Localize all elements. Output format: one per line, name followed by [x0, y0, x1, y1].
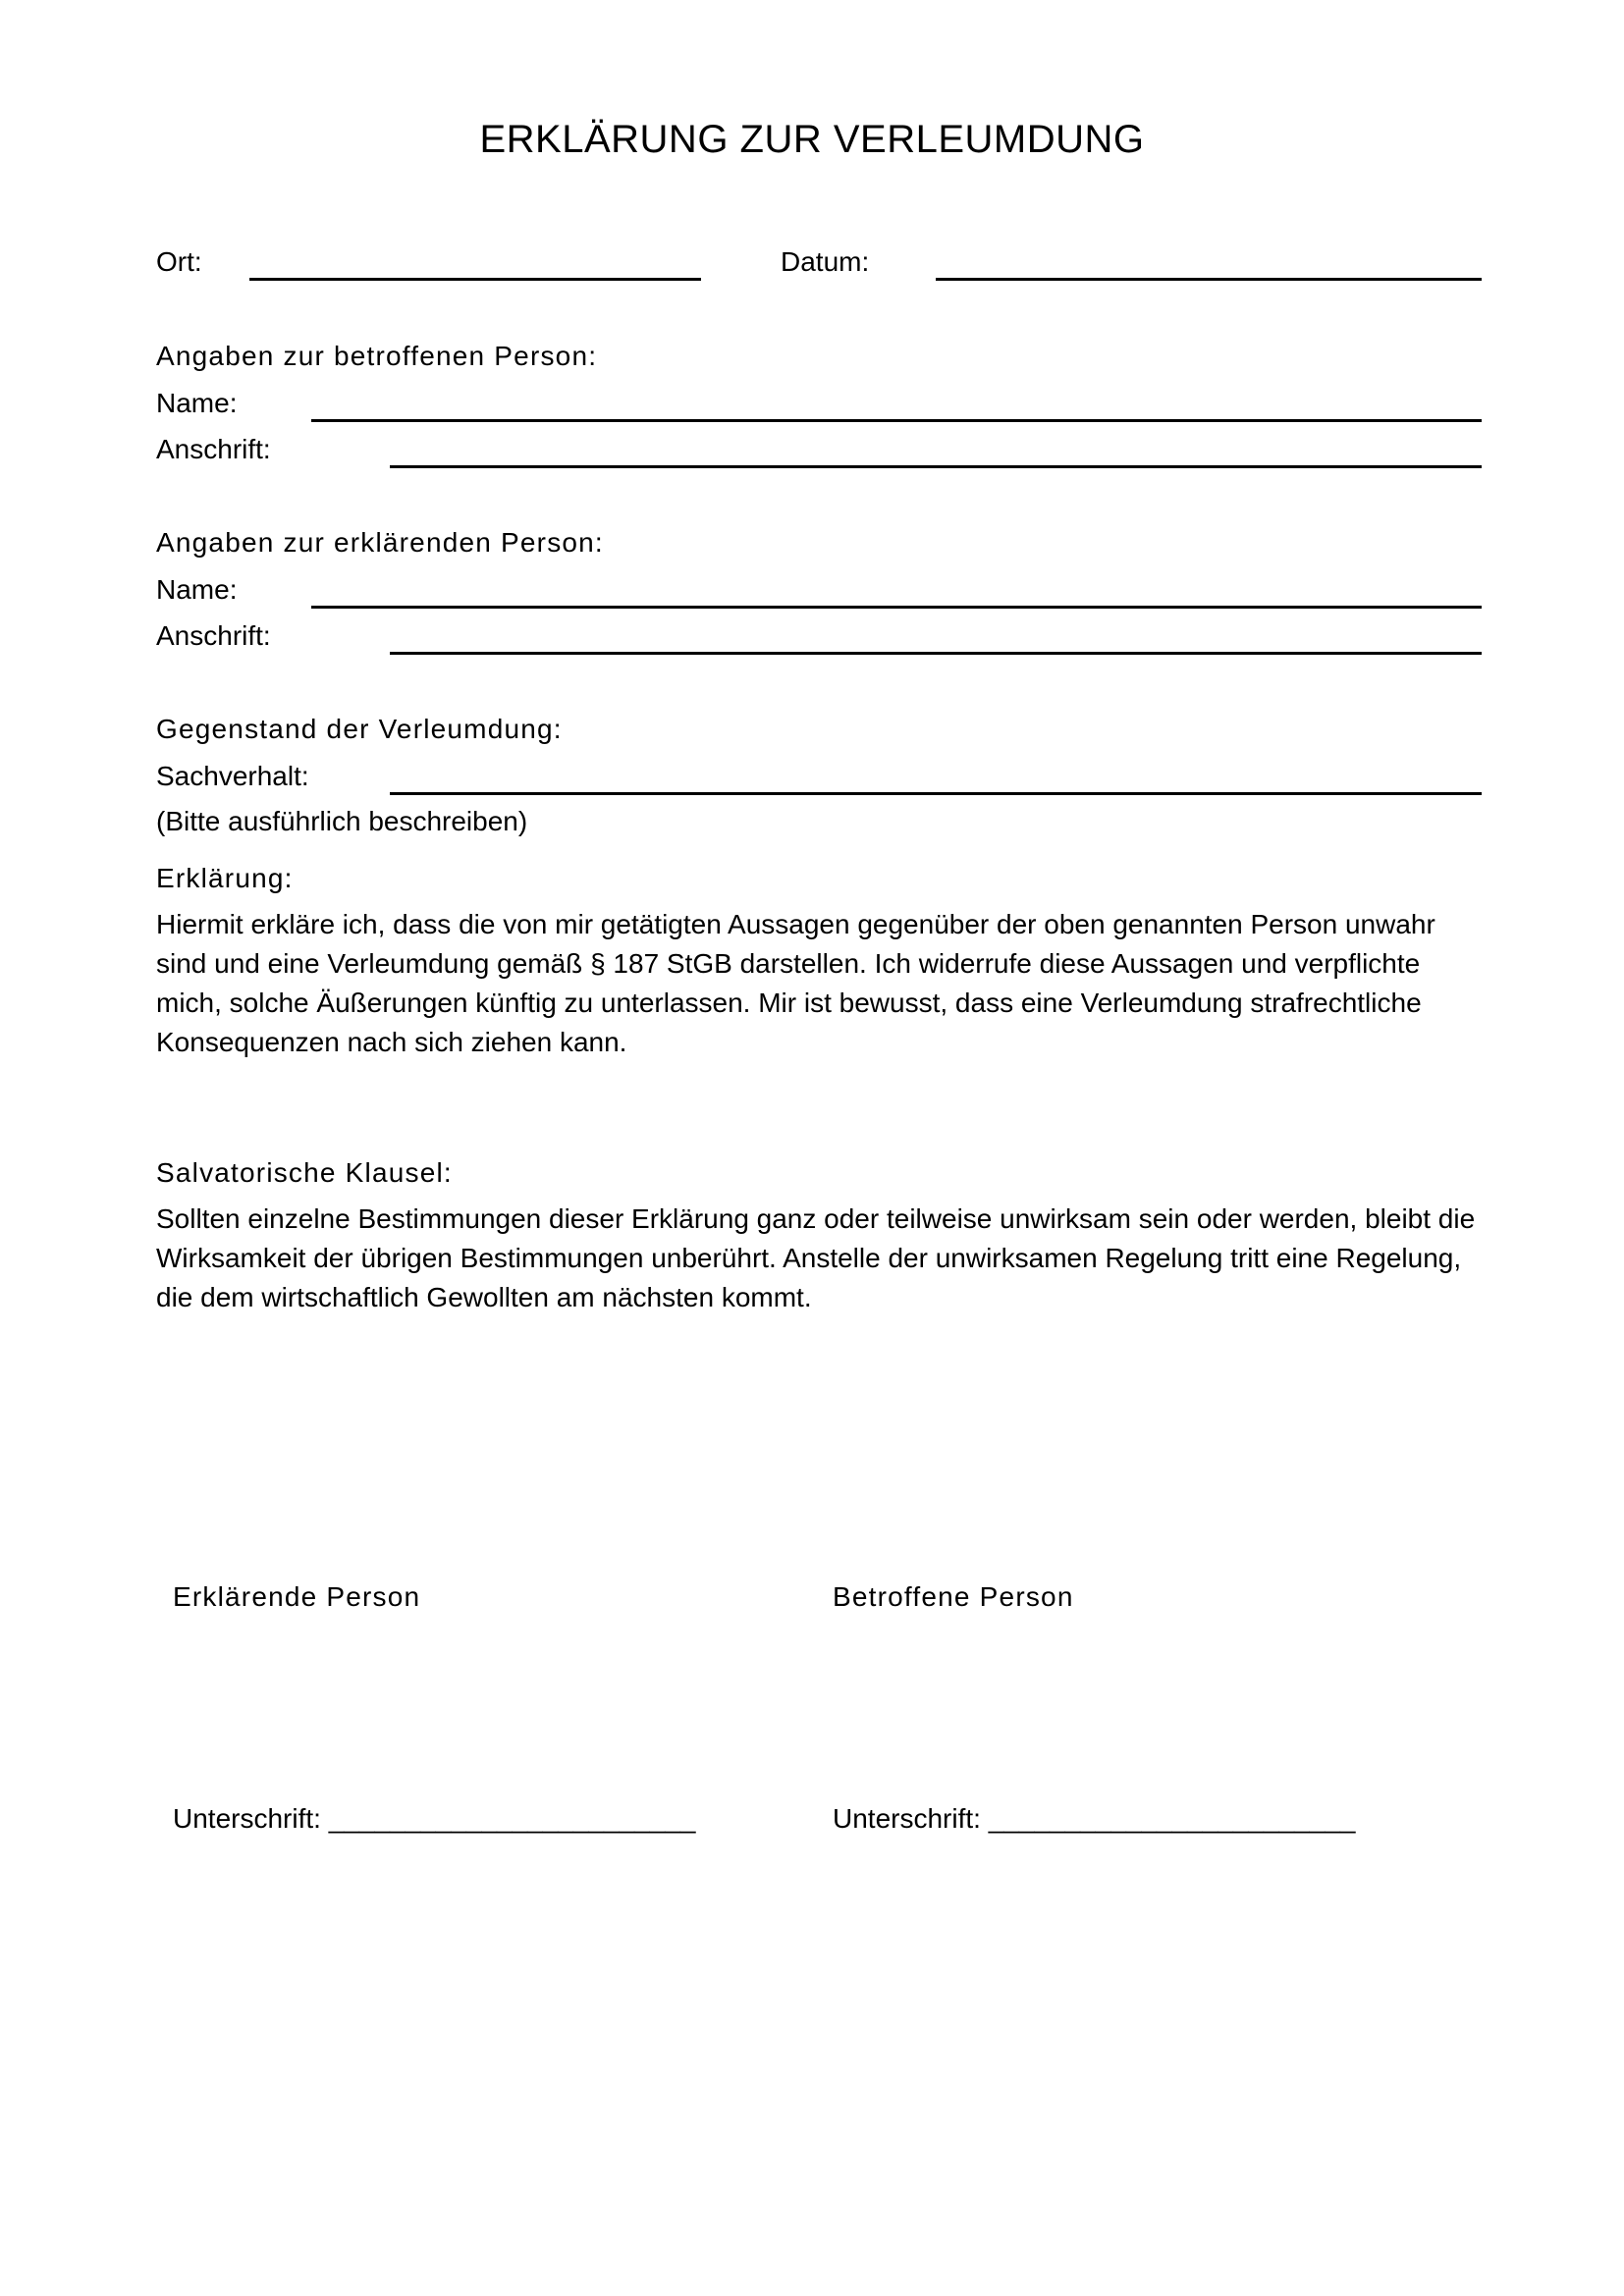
declaring-name-label: Name: — [156, 574, 238, 605]
declaring-name-field-line[interactable] — [311, 606, 1482, 609]
ort-field-line[interactable] — [249, 278, 701, 281]
document-title: ERKLÄRUNG ZUR VERLEUMDUNG — [479, 118, 1145, 161]
facts-field-line[interactable] — [390, 792, 1482, 795]
affected-address-label: Anschrift: — [156, 434, 271, 464]
declaring-address-label: Anschrift: — [156, 620, 271, 651]
datum-label: Datum: — [781, 246, 870, 277]
subject-heading: Gegenstand der Verleumdung: — [156, 714, 563, 744]
affected-name-field-line[interactable] — [311, 419, 1482, 422]
declaring-person-heading: Angaben zur erklärenden Person: — [156, 527, 604, 558]
declaring-address-field-line[interactable] — [390, 652, 1482, 655]
facts-label: Sachverhalt: — [156, 761, 309, 791]
affected-name-label: Name: — [156, 388, 238, 418]
affected-address-field-line[interactable] — [390, 465, 1482, 468]
signature-right-field[interactable]: Unterschrift: ________________________ — [833, 1803, 1356, 1834]
datum-field-line[interactable] — [936, 278, 1482, 281]
severability-text: Sollten einzelne Bestimmungen dieser Erklärung ganz oder teilweise unwirksam sein oder werden, bleibt die Wirksamkeit der übrigen Bestimmungen unberührt. Anstelle der unwirksamen Regelung tritt eine Regelung, die dem wirtschaftlich Gewollten am nächsten kommt. — [156, 1203, 1476, 1312]
facts-hint: (Bitte ausführlich beschreiben) — [156, 806, 528, 836]
ort-label: Ort: — [156, 246, 202, 277]
signature-right-heading: Betroffene Person — [833, 1581, 1074, 1612]
signature-left-field[interactable]: Unterschrift: ________________________ — [173, 1803, 696, 1834]
signature-left-heading: Erklärende Person — [173, 1581, 421, 1612]
affected-person-heading: Angaben zur betroffenen Person: — [156, 341, 598, 371]
declaration-heading: Erklärung: — [156, 863, 294, 893]
declaration-text: Hiermit erkläre ich, dass die von mir getätigten Aussagen gegenüber der oben genannten Person unwahr sind und eine Verleumdung gemäß § 187 StGB darstellen. Ich widerrufe diese Aussagen und verpflichte mich, solche Äußerungen künftig zu unterlassen. Mir ist bewusst, dass eine Verleumdung strafrechtliche Konsequenzen nach sich ziehen kann. — [156, 909, 1435, 1057]
severability-heading: Salvatorische Klausel: — [156, 1157, 453, 1188]
